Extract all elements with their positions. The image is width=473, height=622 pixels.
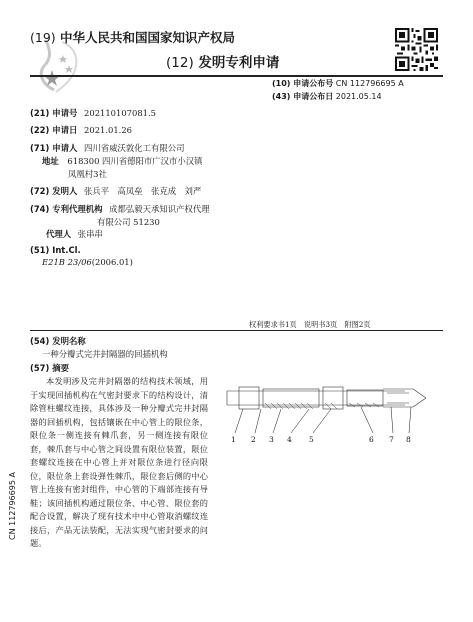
filing-date [30,124,132,136]
abstract-drawing [221,365,433,460]
title-label-row [30,335,86,347]
page-count-info: 权利要求书1页 说明书3页 附图2页 [249,320,371,329]
ipc-classification [42,257,133,267]
publication-number-label: (10) 申请公布号 [272,79,334,88]
patent-agency-line-2 [97,216,160,228]
ipc-label: (51) Int.Cl. [30,245,81,255]
applicant [30,142,185,154]
drawing-label-4: 4 [287,435,292,444]
publication-date [272,91,382,102]
drawing-label-6: 6 [369,435,374,444]
ipc-version: (2006.01) [91,257,133,267]
inventors [30,185,201,197]
title-label: (54) 发明名称 [30,336,86,346]
inventors-value: 张兵平 高凤垒 张克成 刘严 [84,186,202,196]
top-divider [30,75,443,77]
qr-code-icon [395,28,438,71]
agency-line1: 成都弘毅天承知识产权代理 [109,204,210,214]
address [42,155,203,167]
drawing-label-5: 5 [309,435,314,444]
abstract-label-row [30,362,69,374]
address-line2: 凤凰村3社 [68,169,107,179]
drawing-label-7: 7 [389,435,394,444]
app-no-label: (21) 申请号 [30,108,78,118]
agency-line2: 有限公司 51230 [97,217,160,227]
address-line-2 [68,168,107,180]
side-publication-number: CN 112796695 A [8,472,17,540]
doc-code: (12) [166,55,194,71]
address-label: 地址 [42,156,59,166]
filing-date-value: 2021.01.26 [84,125,132,135]
drawing-label-2: 2 [251,435,256,444]
patent-agency [30,203,210,215]
inventors-label: (72) 发明人 [30,186,78,196]
office-name: 中华人民共和国国家知识产权局 [60,30,236,45]
abstract-label: (57) 摘要 [30,363,69,373]
ipc-class: E21B 23/06 [42,257,92,267]
agent-value: 张串串 [77,229,103,239]
publication-date-label: (43) 申请公布日 [272,92,334,101]
agency-label: (74) 专利代理机构 [30,204,103,214]
address-line1: 618300 四川省德阳市广汉市小汉镇 [67,156,203,166]
office-code: (19) [30,30,56,45]
publication-number [272,78,404,89]
invention-title [42,348,168,360]
ipc-label-row [30,244,81,256]
application-number [30,107,156,119]
document-type [166,51,279,71]
drawing-label-1: 1 [231,435,236,444]
drawing-label-3: 3 [269,435,274,444]
publication-number-value: CN 112796695 A [335,79,404,88]
app-no-value: 202110107081.5 [84,108,156,118]
drawing-label-8: 8 [406,435,411,444]
middle-divider [30,330,443,331]
filing-date-label: (22) 申请日 [30,125,78,135]
applicant-value: 四川省威沃敦化工有限公司 [84,143,185,153]
office-header [30,28,235,46]
doc-type-name: 发明专利申请 [198,55,280,71]
publication-date-value: 2021.05.14 [335,92,382,101]
agent [46,228,103,240]
applicant-label: (71) 申请人 [30,143,78,153]
invention-title-value: 一种分瓣式完井封隔器的回插机构 [42,349,168,359]
abstract-text: 本发明涉及完井封隔器的结构技术领域，用于实现回插机构在气密封要求下的结构设计，清除管柱螺纹连接，具体涉及一种分瓣式完井封隔器的回插机构，包括镶嵌在中心管上的限位条，限位条一侧连接有棘爪套，另一侧连接有限位套，棘爪套与中心管之间设置有限位装置，限位套螺纹连接在中心管上并对限位条进行径向限位，限位条上套设弹性棘爪，限位套后侧的中心管上连接有密封组件，中心管的下端部连接有导鞋；该回插机构通过限位条、中心管、限位套的配合设置，解决了现有技术中中心管取消螺纹连接后，产品无法装配，无法实现气密封要求的问题。 [30,376,208,548]
agent-label: 代理人 [46,229,72,239]
